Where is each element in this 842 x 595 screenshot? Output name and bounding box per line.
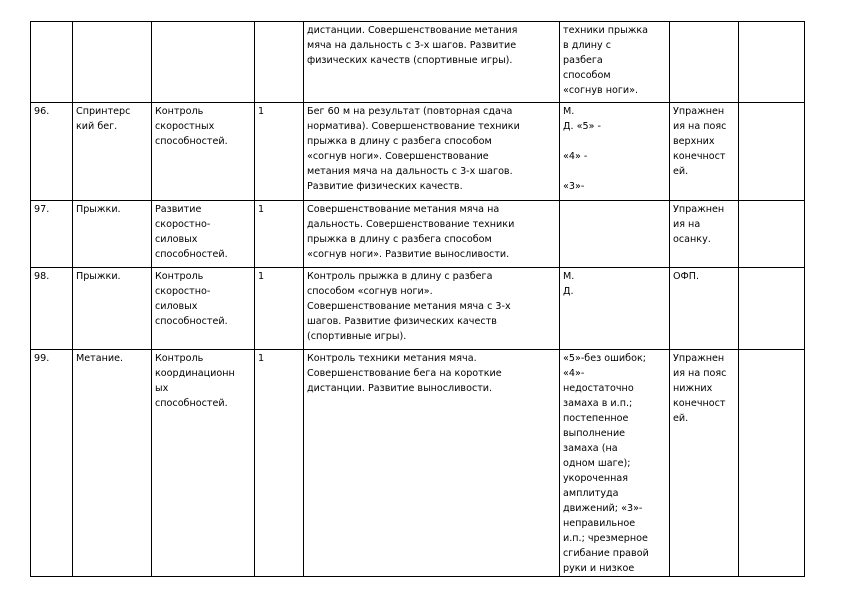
table-row [31,22,805,103]
lesson-activity-cell: Совершенствование метания мяча на дальность. Совершенствование техники прыжка в длину с разбега способом «согнув ноги». Развитие выносливости. [304,201,560,268]
lesson-homework-cell: Упражнен ия на пояс нижних конечност ей. [670,350,739,577]
lesson-topic-cell: Метание. [73,350,152,577]
table-row [31,103,805,201]
lesson-criteria-cell: техники прыжка в длину с разбега способом «согнув ноги». [560,22,670,103]
lesson-hours-cell: 1 [255,103,304,201]
lesson-homework-cell: Упражнен ия на пояс верхних конечност ей. [670,103,739,201]
table-row [31,268,805,350]
table-row [31,201,805,268]
lesson-hours-cell: 1 [255,268,304,350]
lesson-hours-cell: 1 [255,350,304,577]
lesson-content-cell [152,22,255,103]
lesson-activity-cell: Бег 60 м на результат (повторная сдача норматива). Совершенствование техники прыжка в длину с разбега способом «согнув ноги». Совершенствование метания мяча на дальность с 3-х шагов. Развитие физических качеств. [304,103,560,201]
lesson-content-cell: Контроль координационн ых способностей. [152,350,255,577]
lesson-content-cell: Контроль скоростно- силовых способностей. [152,268,255,350]
lesson-activity-cell: Контроль прыжка в длину с разбега способом «согнув ноги». Совершенствование метания мяча с 3-х шагов. Развитие физических качеств (спортивные игры). [304,268,560,350]
lesson-number-cell [31,22,73,103]
lesson-number-cell: 98. [31,268,73,350]
lesson-homework-cell: Упражнен ия на осанку. [670,201,739,268]
lesson-activity-cell: Контроль техники метания мяча. Совершенствование бега на короткие дистанции. Развитие выносливости. [304,350,560,577]
lesson-topic-cell: Спринтерс кий бег. [73,103,152,201]
lesson-date-cell [739,22,805,103]
lesson-topic-cell: Прыжки. [73,201,152,268]
lesson-topic-cell [73,22,152,103]
lesson-content-cell: Контроль скоростных способностей. [152,103,255,201]
lesson-criteria-cell: М. Д. «5» - «4» - «3»- [560,103,670,201]
lesson-hours-cell [255,22,304,103]
lesson-content-cell: Развитие скоростно- силовых способностей. [152,201,255,268]
lesson-date-cell [739,268,805,350]
lesson-homework-cell [670,22,739,103]
lesson-date-cell [739,103,805,201]
lesson-date-cell [739,350,805,577]
lesson-date-cell [739,201,805,268]
lesson-number-cell: 96. [31,103,73,201]
lesson-criteria-cell: «5»-без ошибок; «4»- недостаточно замаха в и.п.; постепенное выполнение замаха (на одном шаге); укороченная амплитуда движений; «3»- неправильное и.п.; чрезмерное сгибание правой руки и низкое [560,350,670,577]
lesson-homework-cell: ОФП. [670,268,739,350]
lesson-criteria-cell: М. Д. [560,268,670,350]
lesson-hours-cell: 1 [255,201,304,268]
lesson-topic-cell: Прыжки. [73,268,152,350]
lesson-criteria-cell [560,201,670,268]
lesson-activity-cell: дистанции. Совершенствование метания мяча на дальность с 3-х шагов. Развитие физических качеств (спортивные игры). [304,22,560,103]
lesson-number-cell: 99. [31,350,73,577]
lesson-plan-table [30,21,805,577]
table-row [31,350,805,577]
lesson-number-cell: 97. [31,201,73,268]
